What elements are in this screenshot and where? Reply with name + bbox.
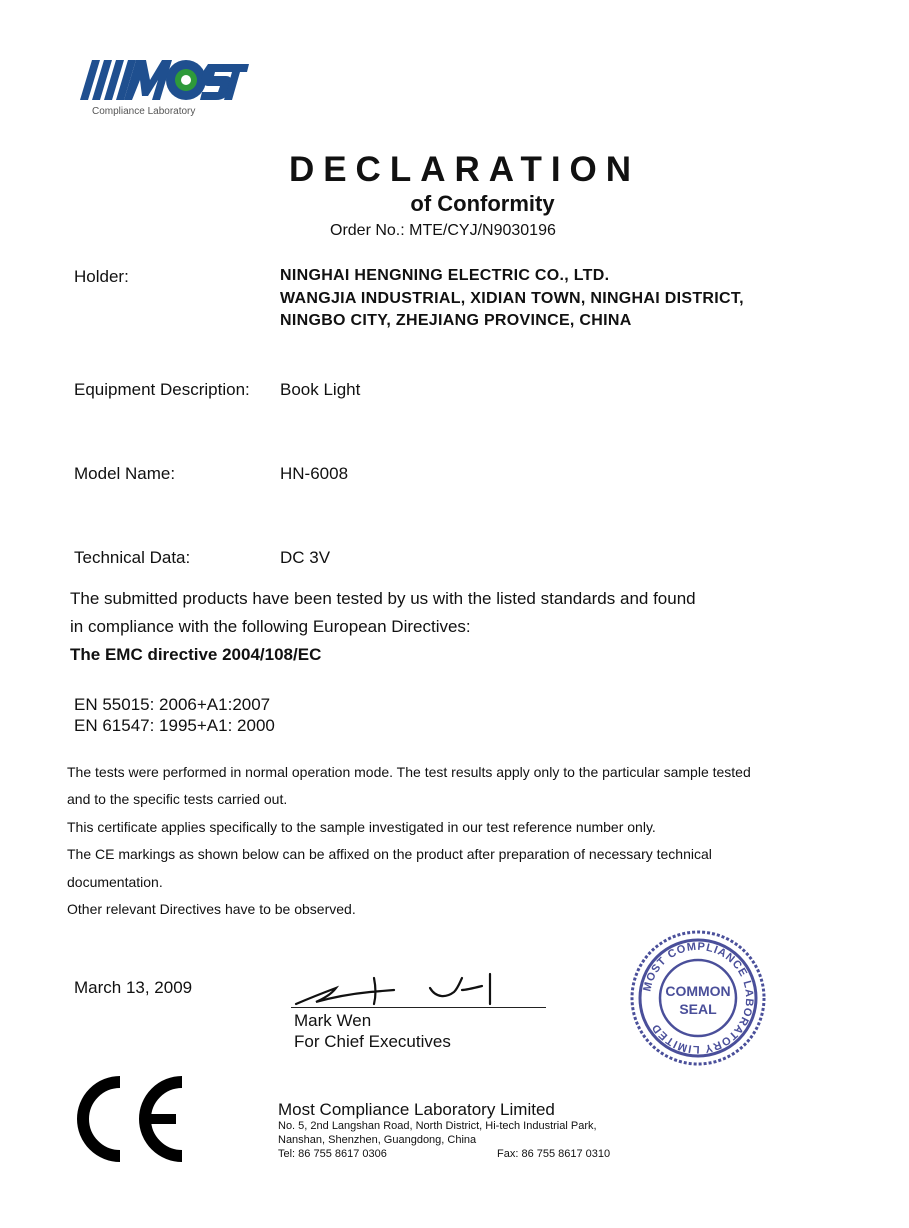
footer-address-1: No. 5, 2nd Langshan Road, North District, Hi-tech Industrial Park, [278,1120,597,1132]
signing-date: March 13, 2009 [74,978,193,997]
footer-tel: Tel: 86 755 8617 0306 [278,1148,387,1160]
directive: The EMC directive 2004/108/EC [70,645,322,664]
note-line-6: Other relevant Directives have to be observed. [67,901,356,917]
standard-1: EN 55015: 2006+A1:2007 [74,695,271,714]
signature-line [291,1007,546,1008]
equipment-value: Book Light [280,380,361,399]
svg-text:MOST COMPLIANCE LABORATORY LIM: MOST COMPLIANCE LABORATORY LIMITED [641,940,756,1056]
equipment-label: Equipment Description: [74,380,250,399]
svg-text:SEAL: SEAL [679,1001,717,1017]
footer-fax: Fax: 86 755 8617 0310 [497,1148,611,1160]
note-line-2: and to the specific tests carried out. [67,791,288,807]
holder-line-2: WANGJIA INDUSTRIAL, XIDIAN TOWN, NINGHAI DISTRICT, [280,290,744,307]
document-subtitle: of Conformity [410,191,555,216]
document-title: DECLARATION [288,150,641,189]
technical-value: DC 3V [280,548,331,567]
footer-address-2: Nanshan, Shenzhen, Guangdong, China [278,1134,477,1146]
model-label: Model Name: [74,464,176,483]
holder-label: Holder: [74,267,129,286]
handwritten-signature [290,968,500,1008]
most-logo [74,56,249,120]
holder-line-3: NINGBO CITY, ZHEJIANG PROVINCE, CHINA [280,312,632,329]
standard-2: EN 61547: 1995+A1: 2000 [74,716,275,735]
signer-title: For Chief Executives [294,1032,451,1051]
technical-label: Technical Data: [74,548,191,567]
note-line-3: This certificate applies specifically to the sample investigated in our test reference number only. [67,819,656,835]
ce-mark [70,1074,190,1164]
signer-name: Mark Wen [294,1011,372,1030]
holder-line-1: NINGHAI HENGNING ELECTRIC CO., LTD. [280,267,610,284]
note-line-5: documentation. [67,874,163,890]
svg-text:COMMON: COMMON [665,983,731,999]
common-seal-stamp [628,928,768,1068]
note-line-4: The CE markings as shown below can be affixed on the product after preparation of necessary technical [67,846,712,862]
statement-line-1: The submitted products have been tested by us with the listed standards and found [70,589,696,608]
model-value: HN-6008 [280,464,349,483]
logo-subtitle: Compliance Laboratory [92,106,196,117]
statement-line-2: in compliance with the following European Directives: [70,617,471,636]
order-number: Order No.: MTE/CYJ/N9030196 [330,222,556,239]
footer-company: Most Compliance Laboratory Limited [278,1100,555,1119]
note-line-1: The tests were performed in normal operation mode. The test results apply only to the particular sample tested [67,764,751,780]
